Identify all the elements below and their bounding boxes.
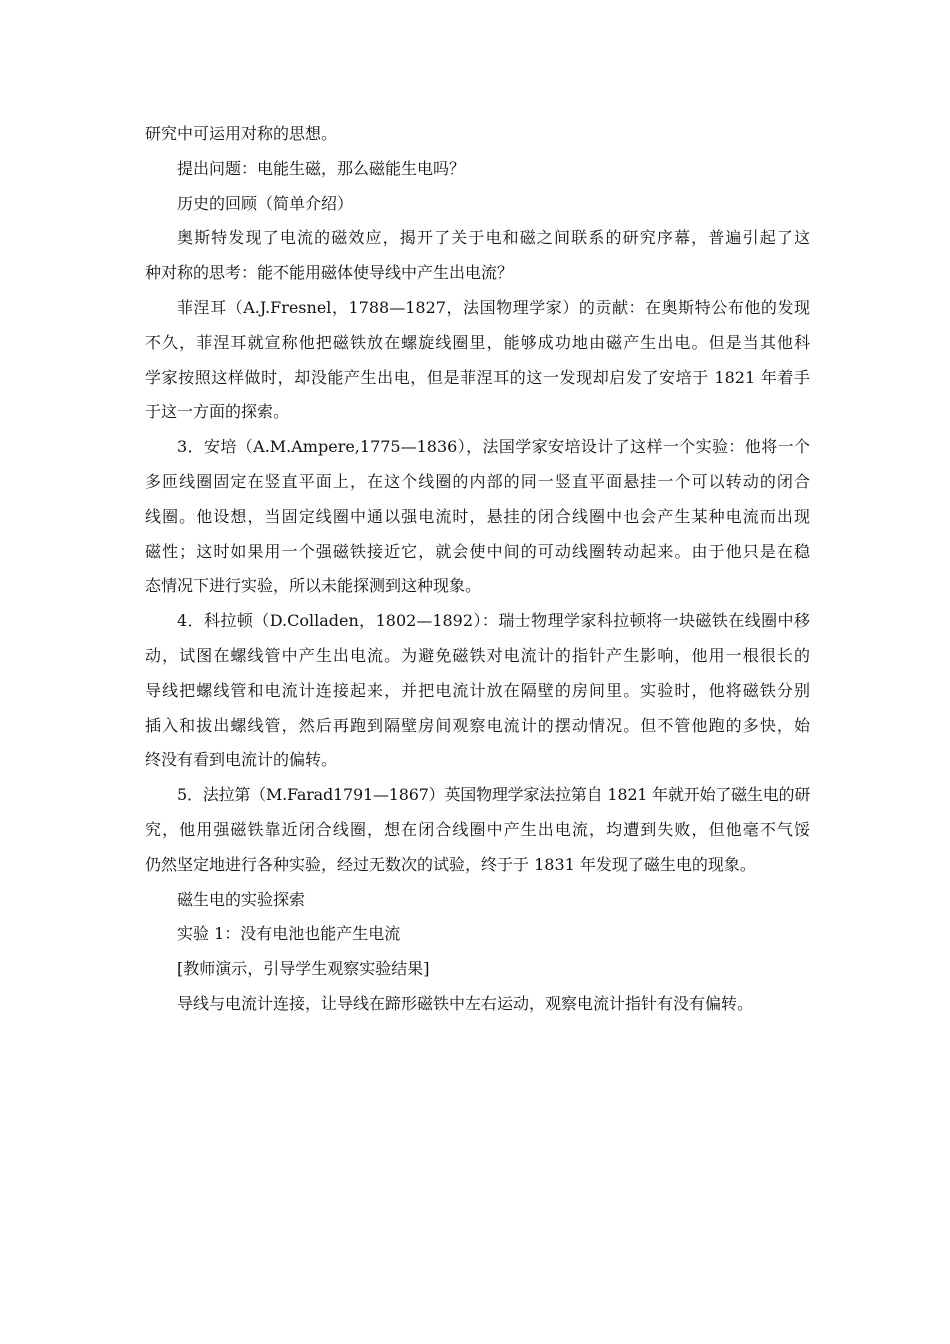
section-heading: 历史的回顾（简单介绍）: [177, 193, 354, 213]
text-line: 多匝线圈固定在竖直平面上，在这个线圈的内部的同一竖直平面悬挂一个可以转动的闭合: [145, 471, 810, 491]
text-line: 研究中可运用对称的思想。: [145, 124, 338, 143]
text-line: 奥斯特发现了电流的磁效应，揭开了关于电和磁之间联系的研究序幕，普遍引起了这: [177, 228, 810, 248]
text-line: 提出问题：电能生磁，那么磁能生电吗？: [177, 158, 466, 178]
text-line: 菲涅耳（A.J.Fresnel，1788—1827，法国物理学家）的贡献：在奥斯特公布他的发现: [177, 297, 810, 317]
text-line: 究，他用强磁铁靠近闭合线圈，想在闭合线圈中产生出电流，均遭到失败，但他毫不气馁: [145, 819, 810, 839]
text-line: 导线与电流计连接，让导线在蹄形磁铁中左右运动，观察电流计指针有没有偏转。: [177, 993, 754, 1013]
text-line: 仍然坚定地进行各种实验，经过无数次的试验，终于于 1831 年发现了磁生电的现象。: [145, 854, 756, 874]
experiment-title: 实验 1：没有电池也能产生电流: [177, 924, 401, 944]
text-line: 导线把螺线管和电流计连接起来，并把电流计放在隔壁的房间里。实验时，他将磁铁分别: [145, 680, 810, 700]
text-line: 终没有看到电流计的偏转。: [145, 750, 338, 770]
text-line: 5．法拉第（M.Farad1791—1867）英国物理学家法拉第自 1821 年就开始了磁生电的研: [177, 785, 811, 805]
text-line: 3．安培（A.M.Ampere,1775—1836），法国学家安培设计了这样一个实验：他将一个: [177, 437, 810, 457]
document-body: [145, 117, 810, 1022]
text-line: 种对称的思考：能不能用磁体使导线中产生出电流？: [145, 263, 514, 283]
text-line: 插入和拔出螺线管，然后再跑到隔壁房间观察电流计的摆动情况。但不管他跑的多快，始: [145, 715, 810, 735]
text-line: 不久，菲涅耳就宣称他把磁铁放在螺旋线圈里，能够成功地由磁产生出电。但是当其他科: [145, 332, 810, 352]
text-line: 磁性；这时如果用一个强磁铁接近它，就会使中间的可动线圈转动起来。由于他只是在稳: [145, 541, 810, 561]
teacher-note: [教师演示，引导学生观察实验结果]: [177, 959, 430, 979]
text-line: 4．科拉顿（D.Colladen，1802—1892）：瑞士物理学家科拉顿将一块磁铁在线圈中移: [177, 611, 810, 631]
text-line: 学家按照这样做时，却没能产生出电，但是菲涅耳的这一发现却启发了安培于 1821 年着手: [145, 367, 810, 387]
text-line: 态情况下进行实验，所以未能探测到这种现象。: [145, 576, 482, 596]
section-heading: 磁生电的实验探索: [177, 889, 306, 909]
text-line: 线圈。他设想，当固定线圈中通以强电流时，悬挂的闭合线圈中也会产生某种电流而出现: [145, 506, 810, 526]
text-line: 动，试图在螺线管中产生出电流。为避免磁铁对电流计的指针产生影响，他用一根很长的: [145, 645, 810, 665]
text-line: 于这一方面的探索。: [145, 402, 290, 422]
